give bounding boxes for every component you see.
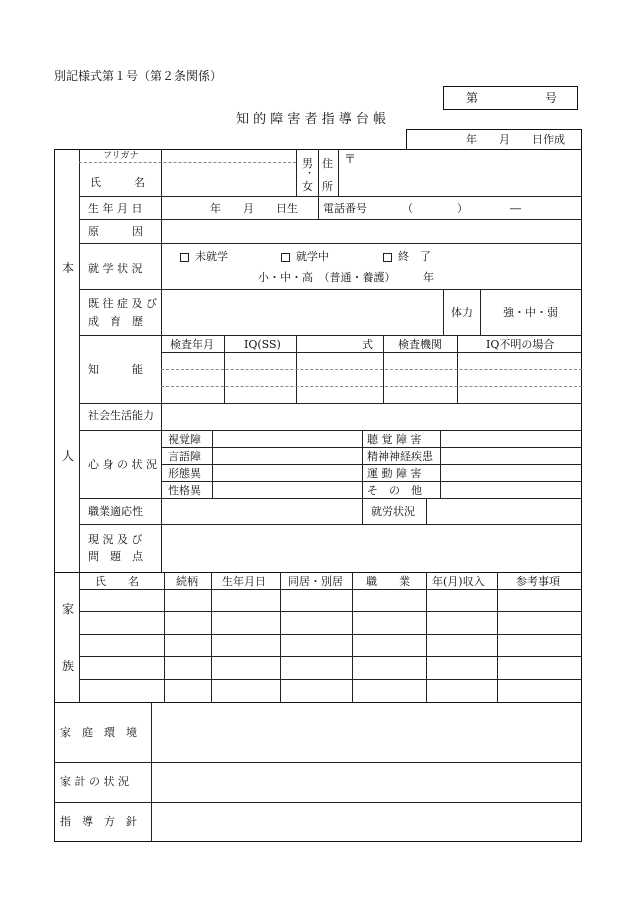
birth-label: 生 年 月 日 xyxy=(88,202,143,215)
family-col-line xyxy=(280,572,281,702)
bottom-divider xyxy=(151,702,152,842)
honnin-label-1: 本 xyxy=(62,261,75,275)
furigana-label: フリガナ xyxy=(103,151,139,161)
cause-label: 原 因 xyxy=(88,225,143,238)
family-col-line xyxy=(426,572,427,702)
row-line xyxy=(79,243,582,244)
family-header-living: 同居・別居 xyxy=(288,575,343,588)
family-row-line xyxy=(79,611,582,612)
family-divider xyxy=(79,572,80,702)
family-header-relation: 続柄 xyxy=(176,575,198,588)
phone-paren: （ ） xyxy=(402,202,468,215)
history-label-2: 成 育 歴 xyxy=(88,315,143,328)
intellect-dashed-line xyxy=(161,369,582,370)
mind-body-right-3: 運 動 障 害 xyxy=(367,467,422,480)
family-col-line xyxy=(352,572,353,702)
school-sub: 小・中・高 （普通・養護） 年 xyxy=(258,271,434,284)
status-label-2: 問 題 点 xyxy=(88,550,143,563)
mind-body-left-3: 形態異 xyxy=(168,467,201,480)
social-label: 社会生活能力 xyxy=(88,409,154,422)
mind-body-line xyxy=(161,481,582,482)
intellect-header-line xyxy=(161,352,582,353)
mind-body-left-1: 視覚障 xyxy=(168,433,201,446)
family-row-line xyxy=(79,656,582,657)
address-label-2: 所 xyxy=(322,180,333,193)
checkbox-icon xyxy=(383,253,392,262)
school-option-3-label: 終 了 xyxy=(398,250,431,263)
sex-dot: ・ xyxy=(305,169,315,179)
mind-body-right-4: そ の 他 xyxy=(367,484,422,497)
row-line xyxy=(79,196,582,197)
environment-label: 家 庭 環 境 xyxy=(60,726,137,739)
intellect-header-1: 検査年月 xyxy=(170,338,214,351)
row-line xyxy=(79,335,582,336)
date-created: 年 月 日作成 xyxy=(466,133,565,146)
mind-body-left-2: 言語障 xyxy=(168,450,201,463)
school-label: 就 学 状 況 xyxy=(88,262,143,275)
stamina-value: 強・中・弱 xyxy=(503,306,558,319)
family-header-birth: 生年月日 xyxy=(222,575,266,588)
phone-divider xyxy=(318,196,319,219)
family-label-2: 族 xyxy=(62,659,75,673)
row-line xyxy=(79,524,582,525)
family-col-line xyxy=(164,572,165,702)
mind-body-label: 心 身 の 状 況 xyxy=(88,458,157,471)
stamina-divider-left xyxy=(443,289,444,335)
bottom-row-line xyxy=(54,802,582,803)
postal-mark: 〒 xyxy=(344,152,357,166)
mind-body-line xyxy=(161,447,582,448)
family-col-line xyxy=(497,572,498,702)
school-option-1-label: 未就学 xyxy=(195,250,228,263)
intellect-header-2: IQ(SS) xyxy=(244,338,281,351)
sex-male: 男 xyxy=(302,157,313,170)
birth-value: 年 月 日生 xyxy=(210,202,298,215)
family-header-job: 職 業 xyxy=(366,575,410,588)
family-header-income: 年(月)収入 xyxy=(432,575,485,588)
row-line xyxy=(79,430,582,431)
honnin-label-2: 人 xyxy=(62,449,75,463)
employment-divider-right xyxy=(426,498,427,524)
intellect-header-4: 検査機関 xyxy=(398,338,442,351)
phone-dash: ― xyxy=(510,202,521,215)
page-title: 知 的 障 害 者 指 導 台 帳 xyxy=(236,112,387,127)
school-option-1[interactable] xyxy=(180,251,228,262)
number-go: 号 xyxy=(545,91,558,105)
finance-label: 家 計 の 状 況 xyxy=(60,775,129,788)
form-reference: 別記様式第１号（第２条関係） xyxy=(54,69,223,83)
row-line xyxy=(79,219,582,220)
family-col-line xyxy=(211,572,212,702)
mind-body-line xyxy=(161,464,582,465)
family-row-line xyxy=(79,589,582,590)
furigana-line xyxy=(79,162,296,163)
section-line xyxy=(54,572,582,573)
row-line xyxy=(79,498,582,499)
name-label: 氏 名 xyxy=(90,176,145,189)
family-header-notes: 参考事項 xyxy=(516,575,560,588)
employment-label: 就労状況 xyxy=(371,505,415,518)
number-box xyxy=(443,86,578,110)
intellect-label: 知 能 xyxy=(88,363,143,376)
stamina-label: 体力 xyxy=(451,306,473,319)
phone-label: 電話番号 xyxy=(323,202,367,215)
row-line xyxy=(79,289,582,290)
checkbox-icon xyxy=(281,253,290,262)
row-line xyxy=(79,403,582,404)
sex-female: 女 xyxy=(302,180,313,193)
school-option-2[interactable] xyxy=(281,251,329,262)
label-column-divider xyxy=(161,149,162,572)
intellect-header-5: IQ不明の場合 xyxy=(486,338,555,351)
history-label-1: 既 往 症 及 び xyxy=(88,297,157,310)
address-label-1: 住 xyxy=(322,157,333,170)
family-header-name: 氏 名 xyxy=(95,575,139,588)
family-row-line xyxy=(79,679,582,680)
address-divider xyxy=(338,149,339,196)
school-option-2-label: 就学中 xyxy=(296,250,329,263)
family-label-1: 家 xyxy=(62,602,75,616)
intellect-dashed-line xyxy=(161,386,582,387)
sex-divider-left xyxy=(296,149,297,196)
checkbox-icon xyxy=(180,253,189,262)
status-label-1: 現 況 及 び xyxy=(88,533,143,546)
honnin-divider xyxy=(79,149,80,572)
sex-divider-right xyxy=(318,149,319,196)
mind-body-right-2: 精神神経疾患 xyxy=(367,450,433,463)
family-row-line xyxy=(79,634,582,635)
number-dai: 第 xyxy=(466,91,479,105)
employment-divider-left xyxy=(362,498,363,524)
intellect-header-3: 式 xyxy=(362,338,373,351)
bottom-row-line xyxy=(54,762,582,763)
policy-label: 指 導 方 針 xyxy=(60,815,137,828)
mind-body-right-1: 聴 覚 障 害 xyxy=(367,433,422,446)
mind-body-left-4: 性格異 xyxy=(168,484,201,497)
job-fit-label: 職業適応性 xyxy=(88,505,143,518)
stamina-divider-right xyxy=(480,289,481,335)
school-option-3[interactable] xyxy=(383,251,431,262)
section-line xyxy=(54,702,582,703)
